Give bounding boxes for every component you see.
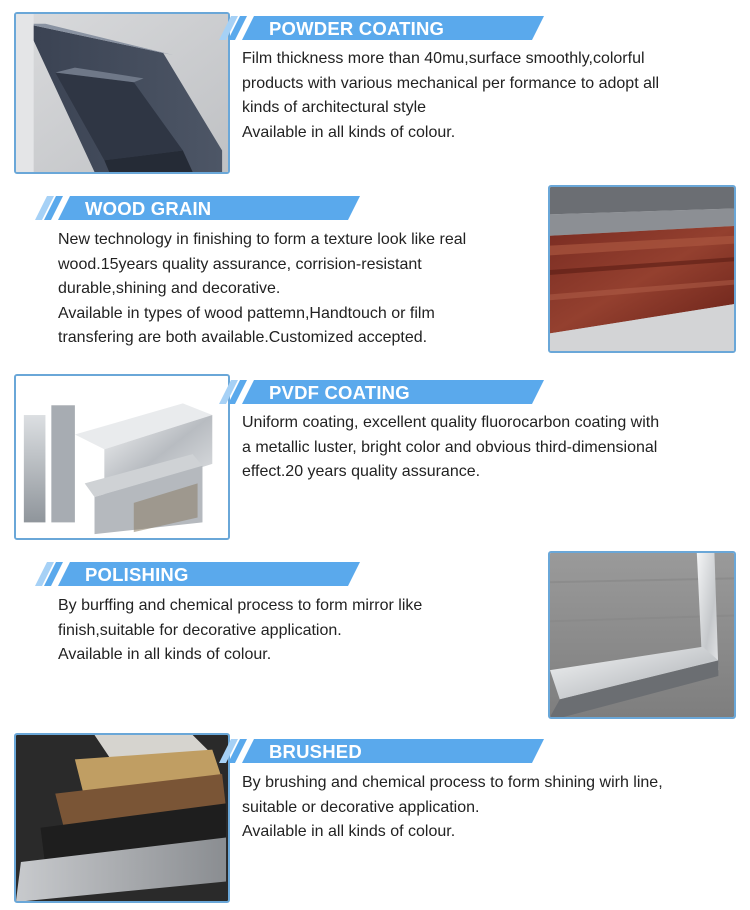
wood-grain-description	[58, 228, 466, 351]
desc-line: By burffing and chemical process to form mirror like	[58, 597, 423, 614]
polishing-banner	[35, 562, 365, 586]
powder-coating-title: POWDER COATING	[269, 18, 445, 39]
polishing-title: POLISHING	[85, 564, 189, 585]
wood-grain-photo	[548, 185, 736, 353]
desc-line: products with various mechanical per formance to adopt all	[242, 74, 660, 92]
wood-grain-title: WOOD GRAIN	[85, 198, 212, 219]
desc-line: suitable or decorative application.	[242, 798, 480, 816]
brushed-title: BRUSHED	[269, 741, 362, 762]
brushed-photo	[14, 733, 230, 903]
desc-line: By brushing and chemical process to form shining wirh line,	[242, 774, 663, 791]
desc-line: Available in all kinds of colour.	[58, 646, 272, 664]
desc-line: durable,shining and decorative.	[58, 280, 281, 298]
desc-line: Uniform coating, excellent quality fluorocarbon coating with	[242, 414, 660, 431]
polishing-photo	[548, 551, 736, 719]
desc-line: a metallic luster, bright color and obvious third-dimensional	[242, 438, 658, 456]
pvdf-coating-banner	[219, 380, 549, 404]
desc-line: Available in all kinds of colour.	[242, 823, 456, 841]
brushed-banner	[219, 739, 549, 763]
powder-coating-banner	[219, 16, 549, 40]
desc-line: kinds of architectural style	[242, 99, 427, 117]
powder-coating-photo	[14, 12, 230, 174]
powder-coating-description	[242, 47, 659, 145]
pvdf-coating-title: PVDF COATING	[269, 382, 410, 403]
pvdf-coating-photo	[14, 374, 230, 540]
polishing-description	[58, 594, 422, 668]
pvdf-coating-description	[242, 411, 659, 485]
desc-line: Film thickness more than 40mu,surface smoothly,colorful	[242, 50, 645, 67]
desc-line: Available in types of wood pattemn,Handtouch or film	[58, 304, 435, 322]
desc-line: finish,suitable for decorative application.	[58, 621, 342, 639]
desc-line: New technology in finishing to form a texture look like real	[58, 231, 467, 248]
wood-grain-banner	[35, 196, 365, 220]
desc-line: Available in all kinds of colour.	[242, 123, 456, 141]
desc-line: transfering are both available.Customized accepted.	[58, 329, 428, 347]
desc-line: wood.15years quality assurance, corrision-resistant	[58, 255, 422, 273]
brushed-description	[242, 771, 663, 845]
desc-line: effect.20 years quality assurance.	[242, 463, 481, 481]
